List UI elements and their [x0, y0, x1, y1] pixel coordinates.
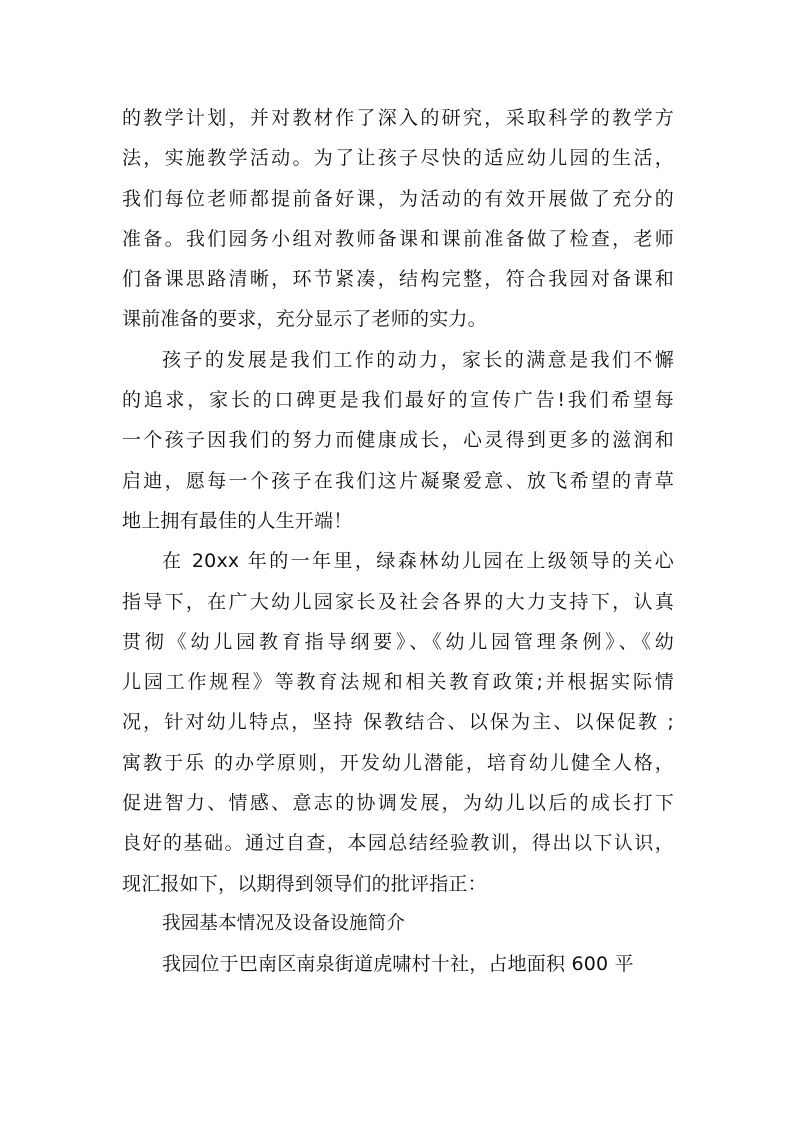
text-line: 法，实施教学活动。为了让孩子尽快的适应幼儿园的生活， [122, 147, 674, 170]
text-line: 地上拥有最佳的人生开端！ [122, 509, 353, 532]
text-line: 贯彻《幼儿园教育指导纲要》、《幼儿园管理条例》、《幼 [122, 630, 674, 653]
text-line: 准备。我们园务小组对教师备课和课前准备做了检查，老师 [122, 227, 674, 250]
text-line: 况，针对幼儿特点，坚持 保教结合、以保为主、以保促教 ; [122, 711, 674, 734]
text-line: 我们每位老师都提前备好课，为活动的有效开展做了充分的 [122, 187, 674, 210]
text-line: 启迪，愿每一个孩子在我们这片凝聚爱意、放飞希望的青草 [122, 469, 674, 492]
text-line: 指导下，在广大幼儿园家长及社会各界的大力支持下，认真 [122, 590, 674, 613]
text-line: 在 20xx 年的一年里，绿森林幼儿园在上级领导的关心 [162, 550, 674, 573]
text-line: 孩子的发展是我们工作的动力，家长的满意是我们不懈 [162, 348, 674, 371]
text-line: 儿园工作规程》等教育法规和相关教育政策;并根据实际情 [122, 671, 674, 694]
text-line: 良好的基础。通过自查，本园总结经验教训，得出以下认识， [122, 832, 674, 855]
text-line: 一个孩子因我们的努力而健康成长，心灵得到更多的滋润和 [122, 429, 674, 452]
text-line: 我园位于巴南区南泉街道虎啸村十社，占地面积 600 平 [162, 953, 634, 976]
section-heading: 我园基本情况及设备设施简介 [162, 912, 406, 934]
text-line: 促进智力、情感、意志的协调发展，为幼儿以后的成长打下 [122, 792, 674, 815]
text-line: 的追求，家长的口碑更是我们最好的宣传广告!我们希望每 [122, 389, 674, 412]
text-line: 的教学计划，并对教材作了深入的研究，采取科学的教学方 [122, 107, 674, 129]
text-line: 们备课思路清晰，环节紧凑，结构完整，符合我园对备课和 [122, 268, 674, 291]
text-line: 现汇报如下，以期得到领导们的批评指正： [122, 872, 487, 895]
body-text [122, 98, 674, 985]
text-line: 课前准备的要求，充分显示了老师的实力。 [122, 308, 487, 331]
text-line: 寓教于乐 的办学原则，开发幼儿潜能，培育幼儿健全人格， [122, 751, 674, 774]
